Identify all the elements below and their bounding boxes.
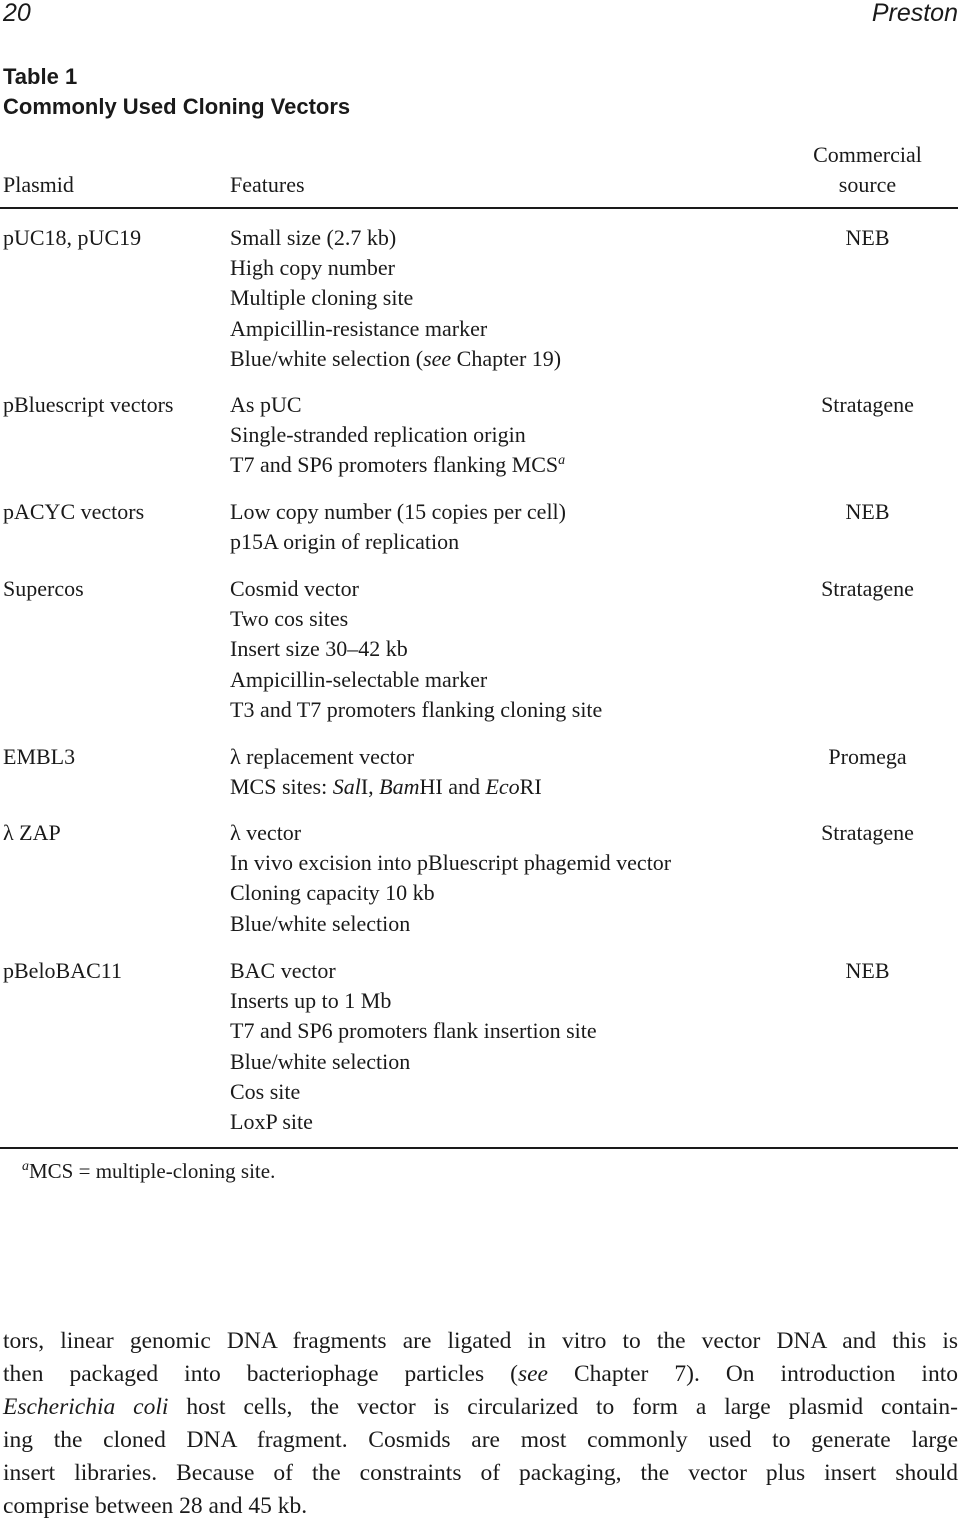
feature-list: λ vector In vivo excision into pBluescript phagemid vector Cloning capacity 10 kb Blue/white selection	[230, 820, 672, 936]
text-line: tors, linear genomic DNA fragments are ligated in vitro to the vector DNA and this is	[3, 1328, 958, 1354]
feature-with-footnote: T7 and SP6 promoters flanking MCS$^a$	[230, 452, 566, 478]
plasmid-name: pBluescript vectors	[3, 392, 174, 417]
commercial-source: Promega	[828, 744, 907, 769]
feature-list: Low copy number (15 copies per cell) p15A origin of replication	[230, 499, 566, 555]
feature-with-italic: Blue/white selection (see Chapter 19)	[230, 345, 562, 371]
body-paragraph	[3, 1325, 958, 1523]
commercial-source: NEB	[845, 499, 890, 524]
plasmid-name: pBeloBAC11	[3, 958, 122, 983]
page-number: 20	[3, 0, 31, 27]
column-header-plasmid: Plasmid	[3, 172, 74, 197]
table-bottom-rule	[0, 1147, 958, 1149]
feature-list: Small size (2.7 kb) High copy number Multiple cloning site Ampicillin-resistance marker Blue/white selection (see Chapter 19)	[230, 223, 561, 374]
running-head-author: Preston	[871, 0, 958, 27]
feature-with-italic: MCS sites: SalI, BamHI and EcoRI	[230, 774, 542, 800]
page-header	[3, 0, 958, 30]
table-caption	[3, 62, 350, 122]
table-label: Table 1	[3, 64, 78, 89]
table-header-rule	[0, 207, 958, 209]
feature-list: As pUC Single-stranded replication origin T7 and SP6 promoters flanking MCS$^a$	[230, 390, 565, 481]
commercial-source: NEB	[845, 225, 890, 250]
commercial-source: Stratagene	[821, 576, 914, 601]
plasmid-name: pACYC vectors	[3, 499, 145, 524]
commercial-source: Stratagene	[821, 392, 914, 417]
table-title: Commonly Used Cloning Vectors	[3, 94, 351, 119]
text-line: ing the cloned DNA fragment. Cosmids are most commonly used to generate large	[3, 1427, 958, 1453]
text-line: then packaged into bacteriophage particles (see Chapter 7). On introduction into	[3, 1361, 958, 1387]
column-header-features: Features	[230, 172, 305, 197]
feature-list: Cosmid vector Two cos sites Insert size 30–42 kb Ampicillin-selectable marker T3 and T7 promoters flanking cloning site	[230, 576, 603, 722]
plasmid-name: EMBL3	[3, 744, 76, 769]
feature-list: λ replacement vector MCS sites: SalI, BamHI and EcoRI	[230, 742, 542, 802]
text-line: Escherichia coli host cells, the vector is circularized to form a large plasmid contain-	[3, 1394, 958, 1420]
plasmid-name: λ ZAP	[3, 820, 61, 845]
plasmid-name: Supercos	[3, 576, 84, 601]
column-header-source: Commercial source	[813, 142, 922, 197]
plasmid-name: pUC18, pUC19	[3, 225, 142, 250]
text-line: comprise between 28 and 45 kb.	[3, 1493, 308, 1519]
text-line: insert libraries. Because of the constraints of packaging, the vector plus insert should	[3, 1460, 958, 1486]
feature-list: BAC vector Inserts up to 1 Mb T7 and SP6 promoters flank insertion site Blue/white selection Cos site LoxP site	[230, 958, 597, 1135]
commercial-source: Stratagene	[821, 820, 914, 845]
table-footnote: $^a$MCS = multiple-cloning site.	[22, 1159, 276, 1183]
commercial-source: NEB	[845, 958, 890, 983]
